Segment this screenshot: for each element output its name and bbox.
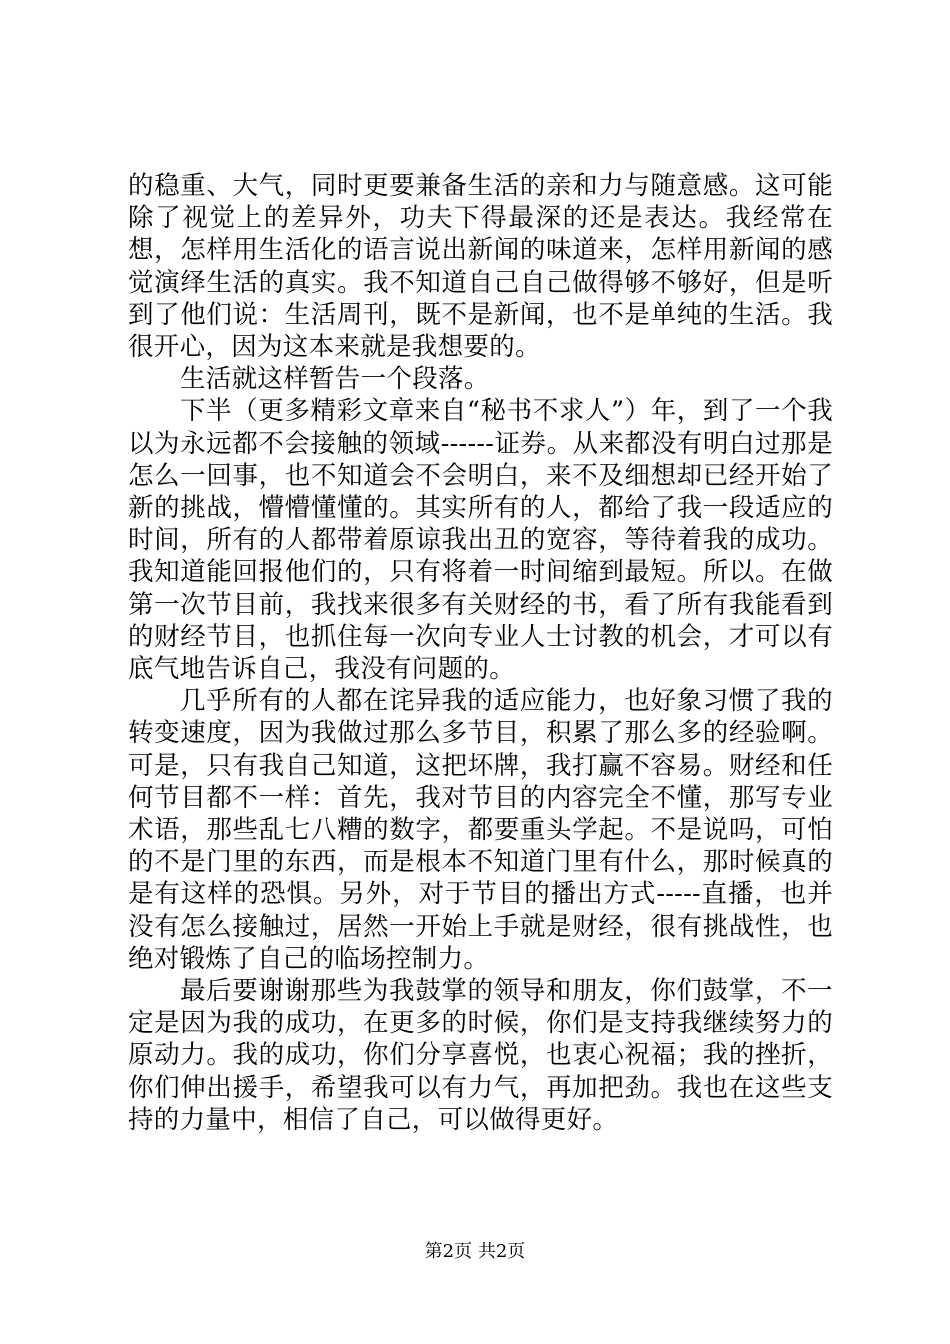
paragraph-4: 几乎所有的人都在诧异我的适应能力，也好象习惯了我的转变速度，因为我做过那么多节目，积累了那么多的经验啊。可是，只有我自己知道，这把坏牌，我打赢不容易。财经和任何节目都不一样：首先，我对节目的内容完全不懂，那写专业术语，那些乱七八糟的数字，都要重头学起。不是说吗，可怕的不是门里的东西，而是根本不知道门里有什么，那时候真的是有这样的恐惧。另外，对于节目的播出方式-----直播，也并没有怎么接触过，居然一开始上手就是财经，很有挑战性，也绝对锻炼了自己的临场控制力。 bbox=[128, 686, 833, 974]
paragraph-2: 生活就这样暂告一个段落。 bbox=[180, 364, 490, 395]
page-number-footer: 第2页 共2页 bbox=[424, 1241, 526, 1262]
paragraph-3: 下半（更多精彩文章来自“秘书不求人”）年，到了一个我以为永远都不会接触的领域------证券。从来都没有明白过那是怎么一回事，也不知道会不会明白，来不及细想却已经开始了新的挑战，懵懵懂懂的。其实所有的人，都给了我一段适应的时间，所有的人都带着原谅我出丑的宽容，等待着我的成功。我知道能回报他们的，只有将着一时间缩到最短。所以。在做第一次节目前，我找来很多有关财经的书，看了所有我能看到的财经节目，也抓住每一次向专业人士讨教的机会，才可以有底气地告诉自己，我没有问题的。 bbox=[128, 396, 833, 685]
paragraph-5: 最后要谢谢那些为我鼓掌的领导和朋友，你们鼓掌，不一定是因为我的成功，在更多的时候，你们是支持我继续努力的原动力。我的成功，你们分享喜悦，也衷心祝福；我的挫折，你们伸出援手，希望我可以有力气，再加把劲。我也在这些支持的力量中，相信了自己，可以做得更好。 bbox=[128, 976, 833, 1135]
paragraph-1: 的稳重、大气，同时更要兼备生活的亲和力与随意感。这可能除了视觉上的差异外，功夫下得最深的还是表达。我经常在想，怎样用生活化的语言说出新闻的味道来，怎样用新闻的感觉演绎生活的真实。我不知道自己自己做得够不够好，但是听到了他们说：生活周刊，既不是新闻，也不是单纯的生活。我很开心，因为这本来就是我想要的。 bbox=[128, 171, 833, 363]
article-body bbox=[128, 170, 833, 1136]
